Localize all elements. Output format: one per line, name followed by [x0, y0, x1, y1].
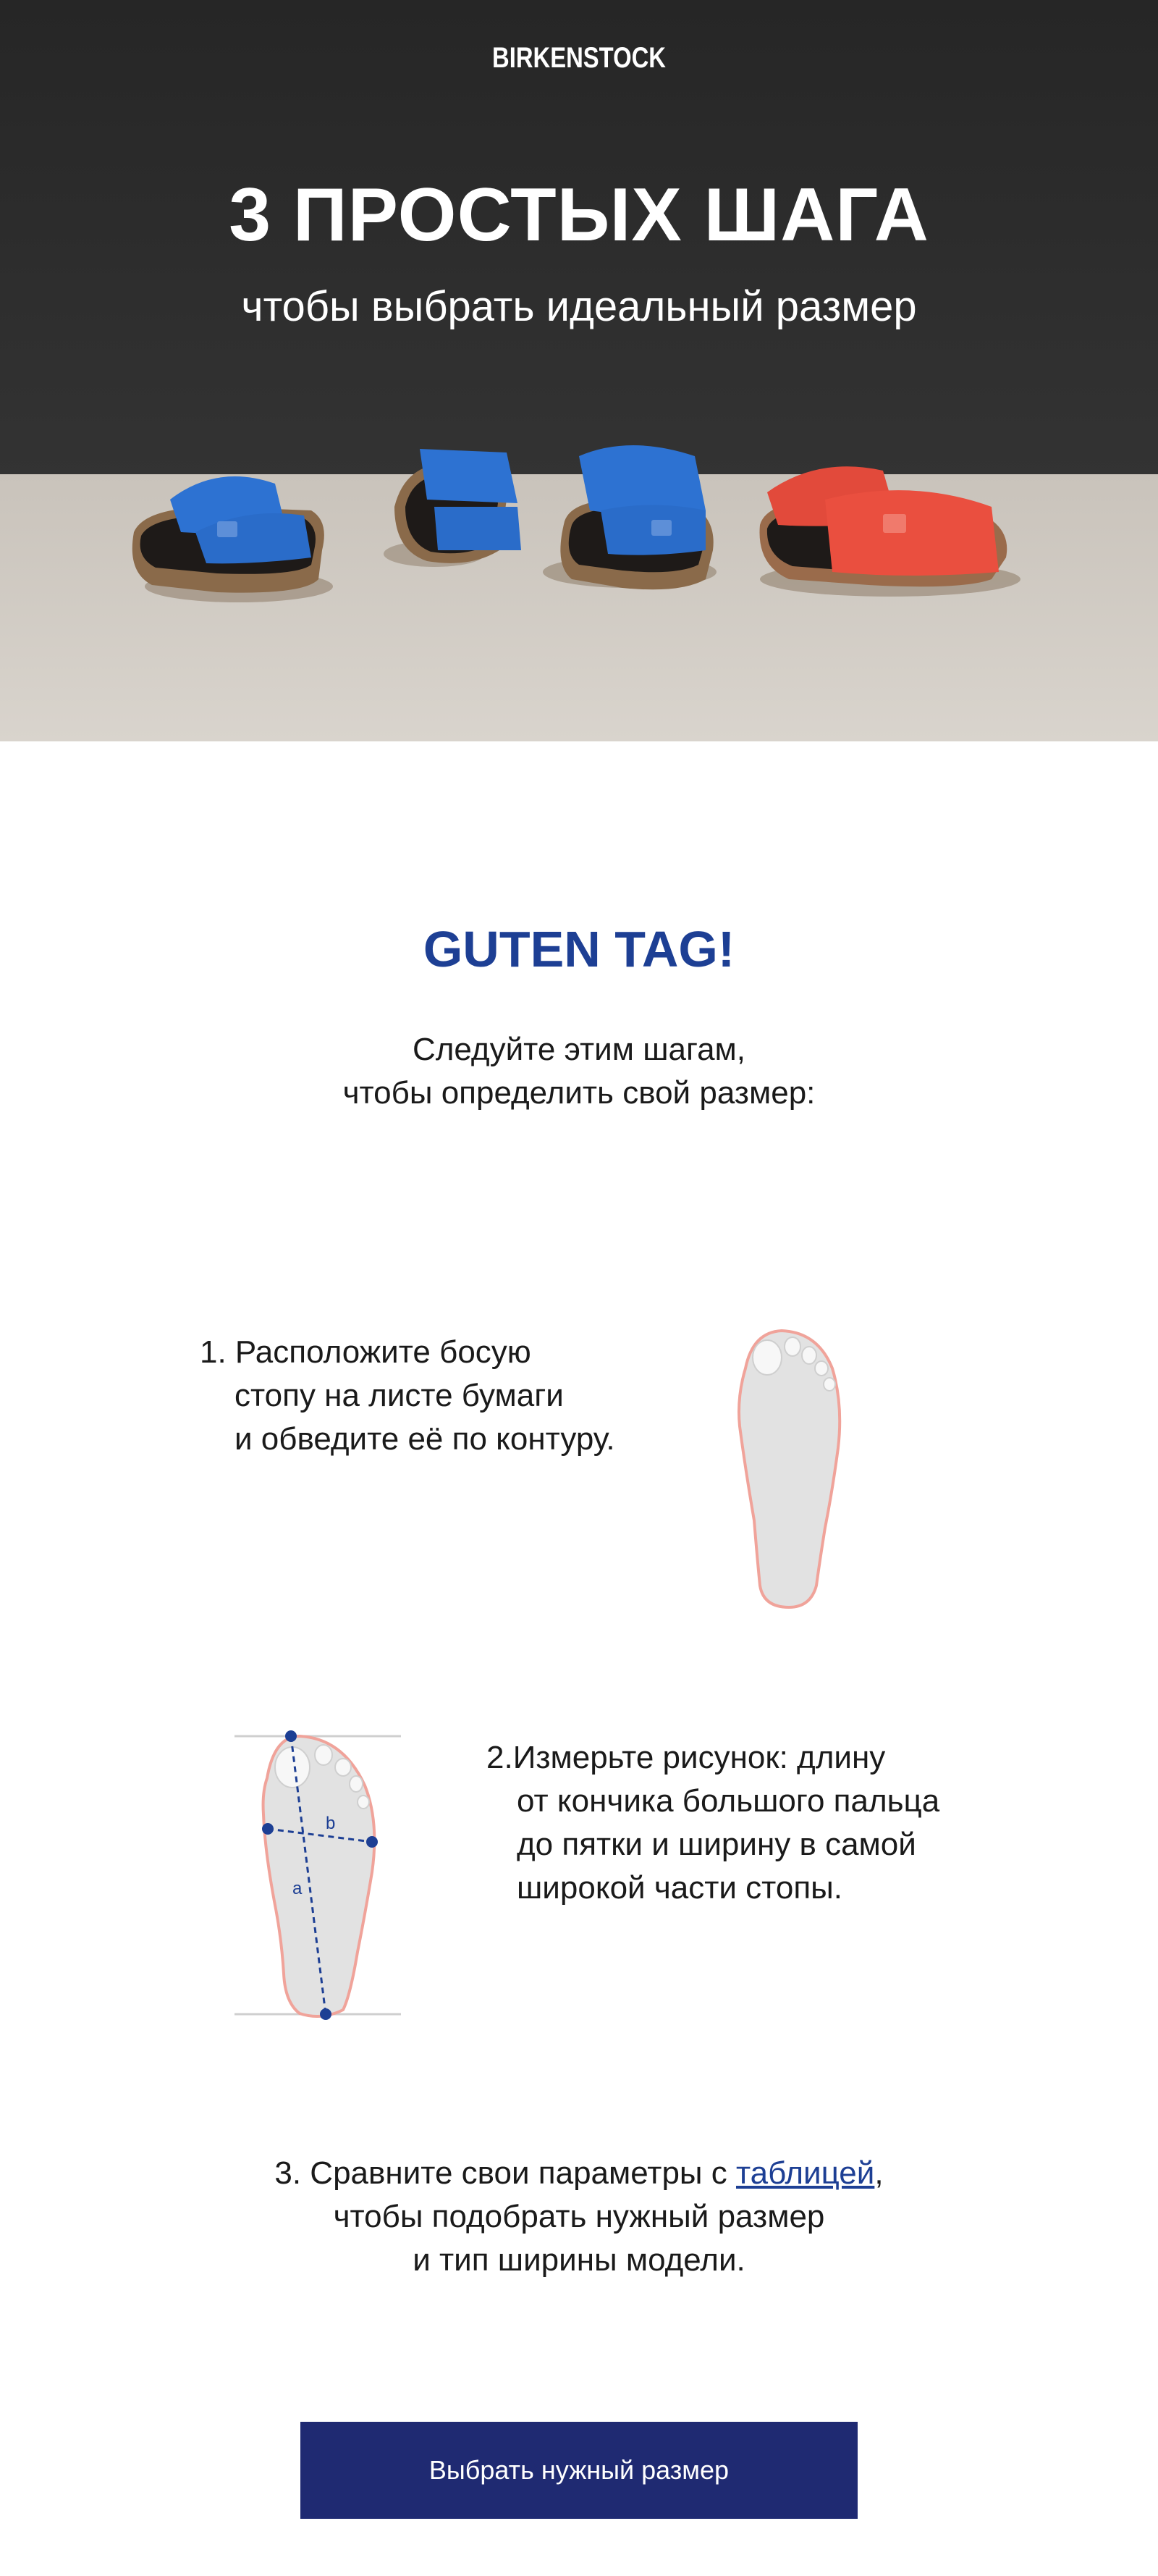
step-2-line-2: от кончика большого пальца [517, 1783, 940, 1819]
foot-outline-icon [724, 1325, 854, 1615]
brand-logo[interactable]: BIRKENSTOCK [492, 42, 666, 74]
intro-line-1: Следуйте этим шагам, [412, 1032, 746, 1067]
length-label: a [292, 1879, 303, 1898]
foot-measurement-diagram-icon [234, 1727, 408, 2032]
step-3-prefix: 3. Сравните свои параметры с [274, 2155, 736, 2191]
hero-subtitle: чтобы выбрать идеальный размер [241, 283, 917, 330]
step-2-line-1: 2.Измерьте рисунок: длину [486, 1740, 886, 1775]
choose-size-button[interactable]: Выбрать нужный размер [300, 2422, 858, 2519]
width-label: b [326, 1814, 336, 1833]
hero-title: 3 ПРОСТЫХ ШАГА [229, 173, 929, 257]
step-1-line-2: стопу на листе бумаги [234, 1378, 564, 1413]
hero-sandals-image [0, 0, 1158, 741]
step-2-line-3: до пятки и ширину в самой [517, 1827, 916, 1862]
intro-line-2: чтобы определить свой размер: [342, 1075, 816, 1111]
step-2-line-4: широкой части стопы. [517, 1870, 842, 1906]
intro-text [0, 1028, 1158, 1115]
step-1-line-1: 1. Расположите босую [200, 1334, 531, 1370]
step-1-text [200, 1331, 615, 1461]
size-table-link[interactable]: таблицей [735, 2155, 875, 2191]
step-3-line-3: и тип ширины модели. [413, 2242, 745, 2278]
step-1-line-3: и обведите её по контуру. [234, 1421, 615, 1457]
step-3-line-1 [0, 2152, 1158, 2195]
hero-banner [0, 0, 1158, 741]
step-3-suffix: , [874, 2155, 884, 2191]
step-3-line-2: чтобы подобрать нужный размер [333, 2199, 825, 2234]
greeting-heading: GUTEN TAG! [423, 921, 735, 977]
step-3-text [0, 2152, 1158, 2282]
step-2-text [486, 1736, 939, 1910]
